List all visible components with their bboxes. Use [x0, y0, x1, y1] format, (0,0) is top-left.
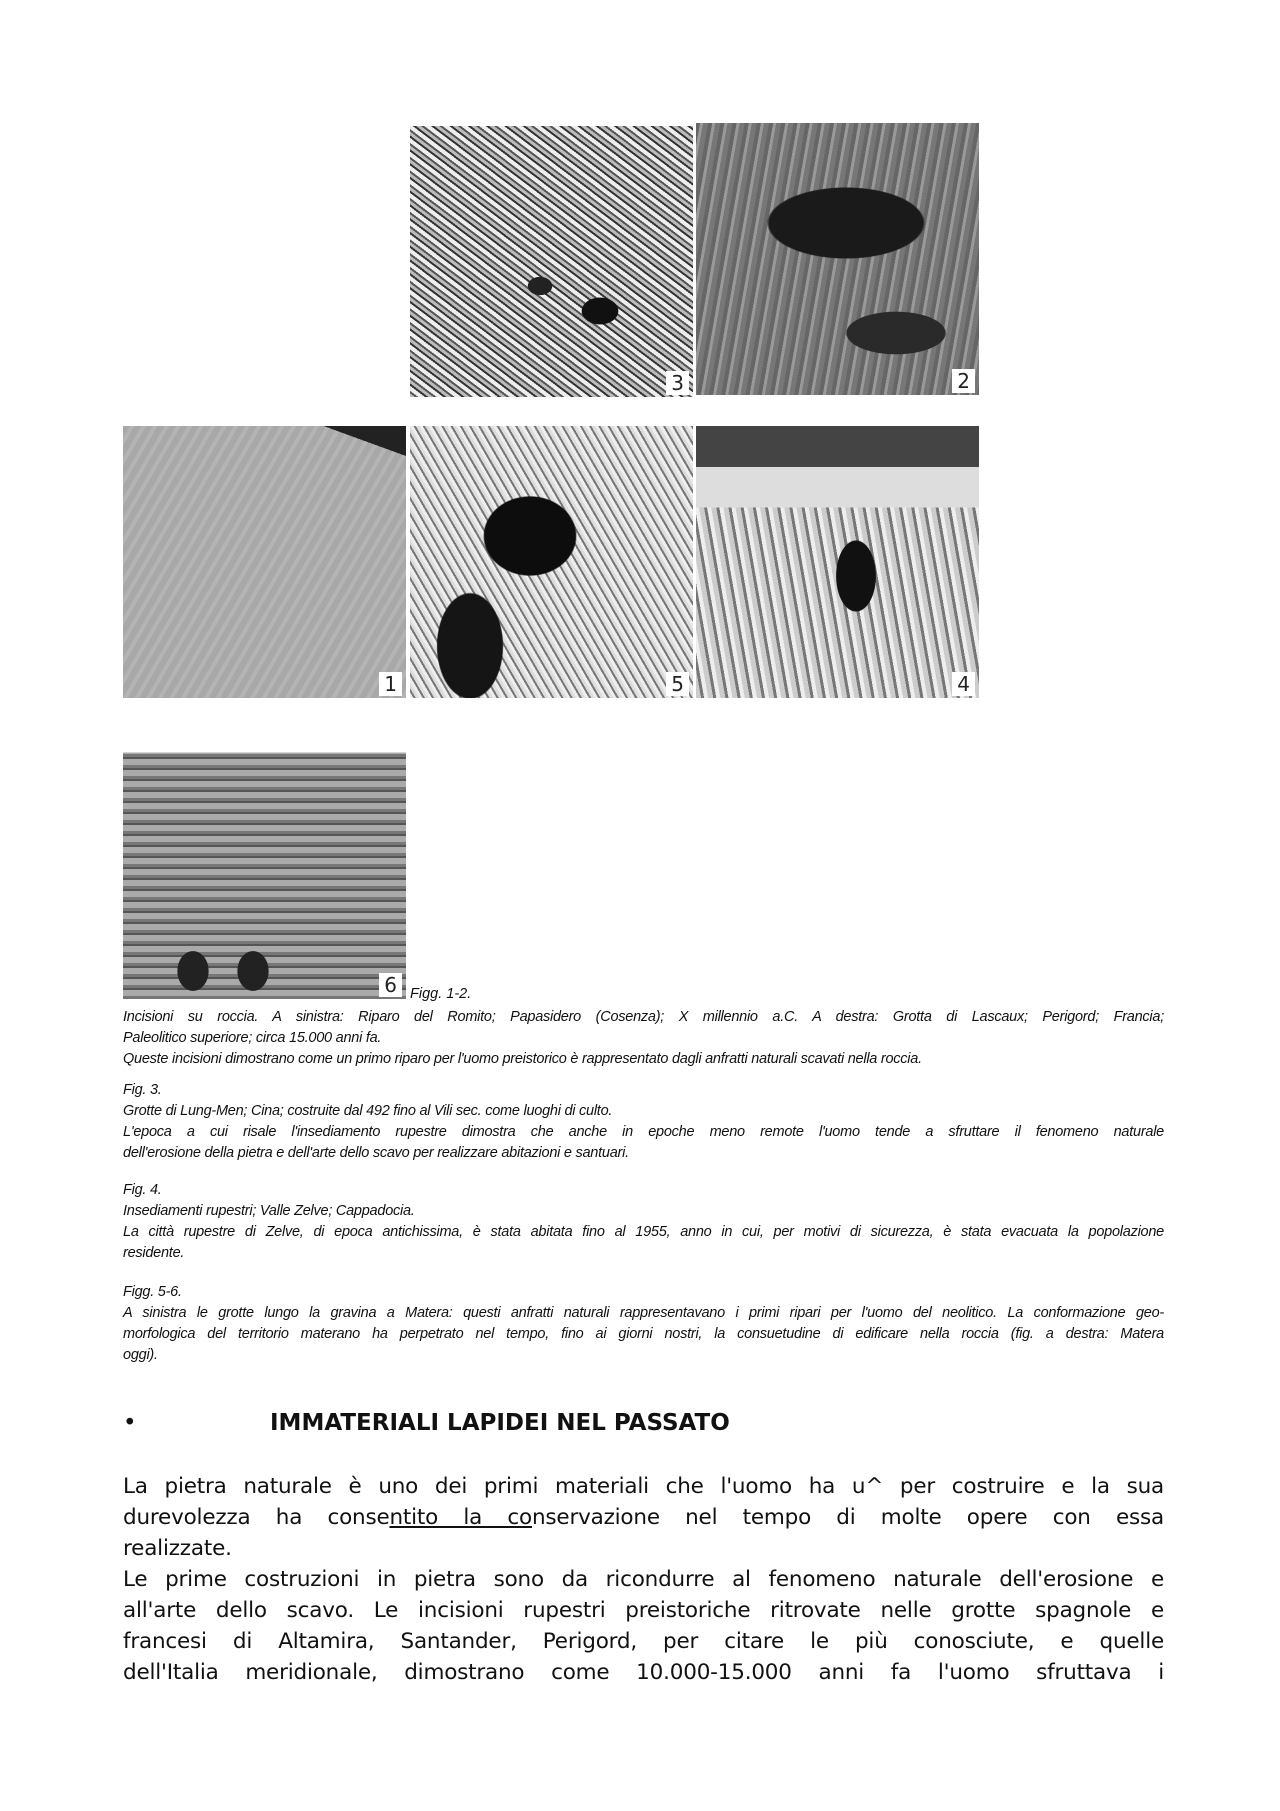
caption-line: Queste incisioni dimostrano come un primo riparo per l'uomo preistorico è rappresentato dagli anfratti naturali scavati nella roccia.	[123, 1051, 922, 1067]
figure-number: 3	[666, 371, 689, 395]
body-text	[123, 1471, 1164, 1688]
body-line: Le prime costruzioni in pietra sono da ricondurre al fenomeno naturale dell'erosione e	[123, 1567, 1164, 1592]
photo-romito-rock-engraving	[123, 426, 406, 698]
caption-line: La città rupestre di Zelve, di epoca antichissima, è stata abitata fino al 1955, anno in cui, per motivi di sicurezza, è stata evacuata la popolazione	[123, 1224, 1164, 1240]
caption-title-figg-1-2: Figg. 1-2.	[410, 986, 472, 1002]
body-line: realizzate.	[123, 1536, 232, 1561]
photo-zelve-cappadocia	[696, 426, 979, 698]
caption-line: residente.	[123, 1245, 185, 1261]
body-line: francesi di Altamira, Santander, Perigord, per citare le più conosciute, e quelle	[123, 1629, 1164, 1654]
figure-number: 4	[952, 672, 975, 696]
caption-line: Incisioni su roccia. A sinistra: Riparo del Romito; Papasidero (Cosenza); X millennio a.C. A destra: Grotta di Lascaux; Perigord; Francia;	[123, 1009, 1164, 1025]
figure-number: 1	[379, 672, 402, 696]
figure-number: 6	[379, 973, 402, 997]
photo-matera-today	[123, 731, 406, 999]
body-line: La pietra naturale è uno dei primi materiali che l'uomo ha u^ per costruire e la sua	[123, 1474, 1164, 1499]
caption-fig-4	[123, 1180, 1164, 1264]
photo-matera-gravina-caves	[410, 426, 693, 698]
caption-line: L'epoca a cui risale l'insediamento rupestre dimostra che anche in epoche meno remote l'uomo tende a sfruttare il fenomeno naturale	[123, 1124, 1164, 1140]
body-line	[123, 1502, 1164, 1533]
bullet: •	[123, 1410, 137, 1436]
underlined-text: ntito la co	[389, 1505, 532, 1530]
text-run: durevolezza ha conse	[123, 1505, 390, 1530]
caption-figg-5-6	[123, 1282, 1164, 1366]
caption-line: Insediamenti rupestri; Valle Zelve; Cappadocia.	[123, 1203, 415, 1219]
caption-title: Fig. 3.	[123, 1082, 162, 1098]
section-heading-text: IMMATERIALI LAPIDEI NEL PASSATO	[270, 1410, 730, 1436]
caption-line: Paleolitico superiore; circa 15.000 anni fa.	[123, 1030, 382, 1046]
figure-number: 2	[952, 369, 975, 393]
caption-title: Fig. 4.	[123, 1182, 162, 1198]
caption-line: dell'erosione della pietra e dell'arte dello scavo per realizzare abitazioni e santuari.	[123, 1145, 629, 1161]
caption-line: A sinistra le grotte lungo la gravina a Matera: questi anfratti naturali rappresentavano i primi ripari per l'uomo del neolitico. La conformazione geo-	[123, 1305, 1164, 1321]
body-line: all'arte dello scavo. Le incisioni rupestri preistoriche ritrovate nelle grotte spagnole e	[123, 1598, 1164, 1623]
caption-title: Figg. 5-6.	[123, 1284, 182, 1300]
photo-lung-men-caves	[410, 126, 693, 397]
figure-number: 5	[666, 672, 689, 696]
photo-lascaux-cave-painting	[696, 123, 979, 395]
text-run: nservazione nel tempo di molte opere con essa	[531, 1505, 1164, 1530]
caption-fig-3	[123, 1080, 1164, 1164]
caption-line: morfologica del territorio materano ha perpetrato nel tempo, fino ai giorni nostri, la consuetudine di edificare nella roccia (fig. a destra: Matera	[123, 1326, 1164, 1342]
body-line: dell'Italia meridionale, dimostrano come 10.000-15.000 anni fa l'uomo sfruttava i	[123, 1660, 1164, 1685]
caption-figg-1-2	[123, 1007, 1164, 1070]
caption-line: Grotte di Lung-Men; Cina; costruite dal 492 fino al Vili sec. come luoghi di culto.	[123, 1103, 613, 1119]
caption-line: oggi).	[123, 1347, 158, 1363]
